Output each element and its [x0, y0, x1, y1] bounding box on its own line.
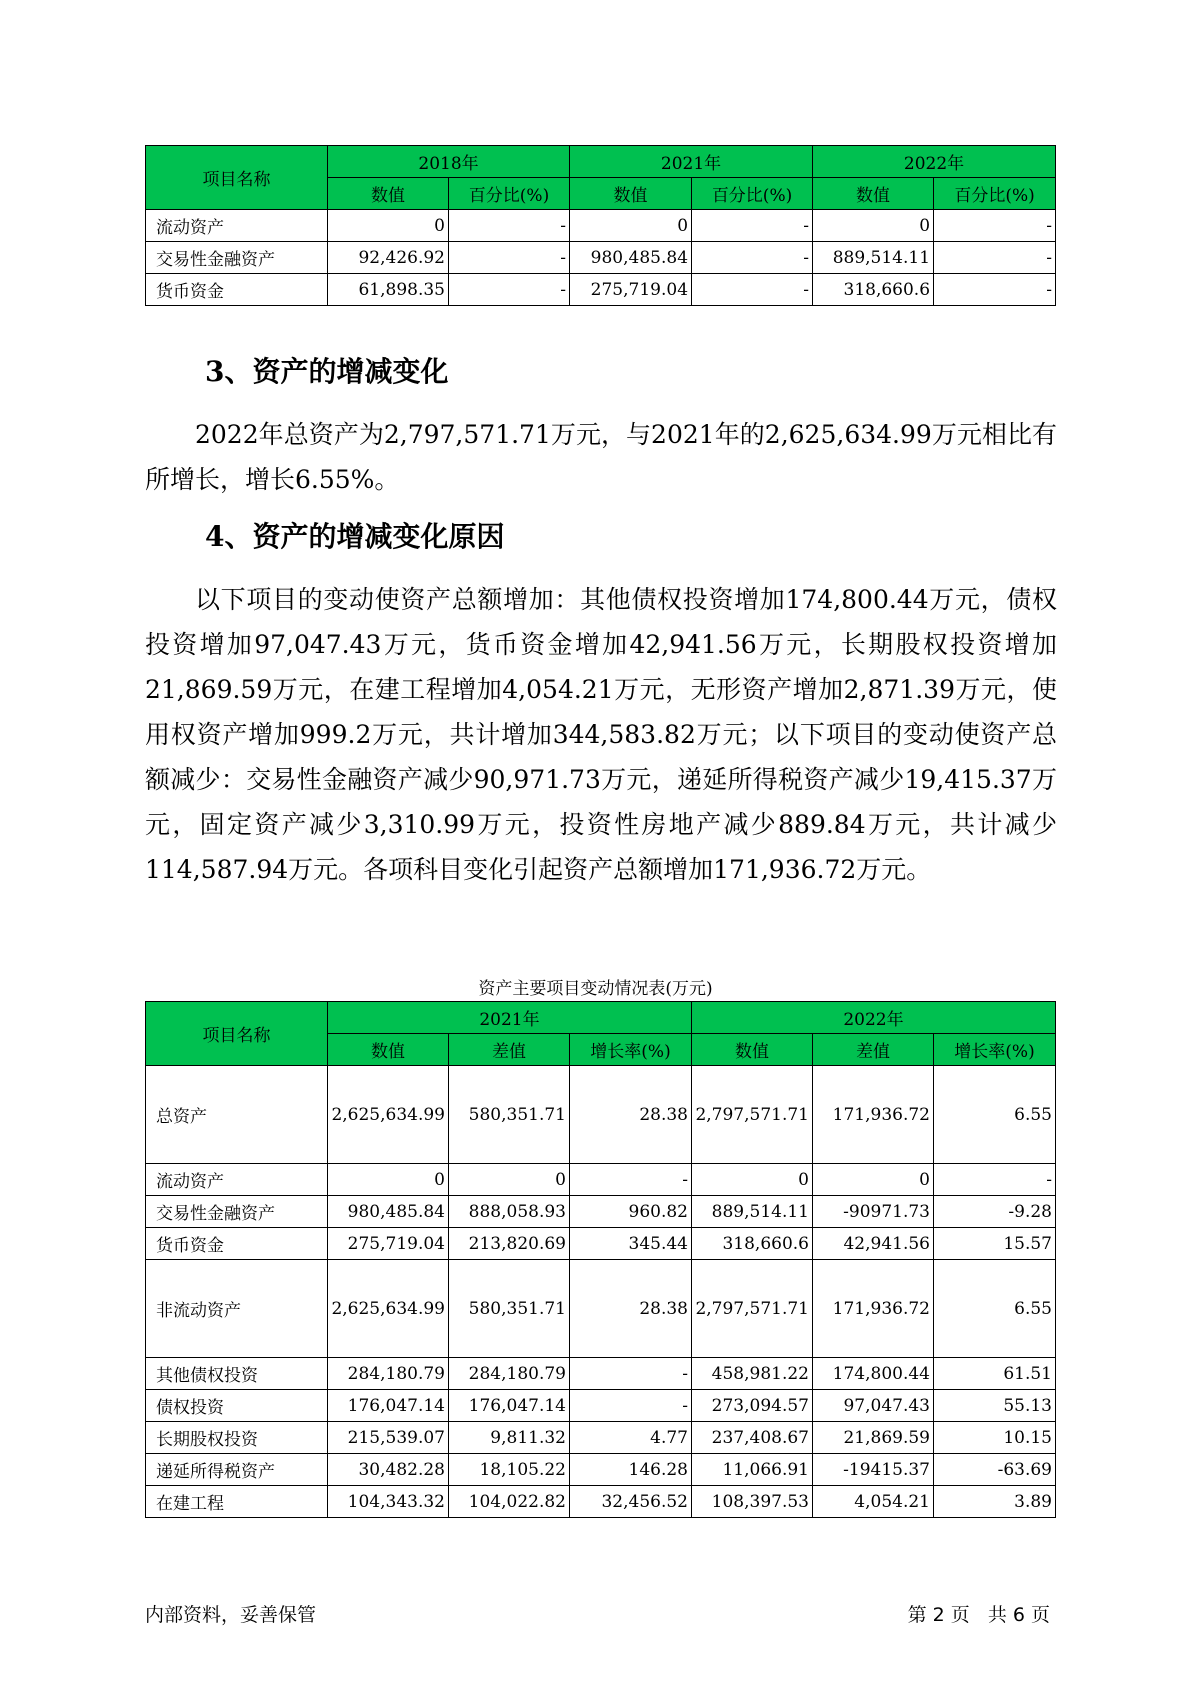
header-value: 数值 [692, 1034, 813, 1066]
section-paragraph: 以下项目的变动使资产总额增加：其他债权投资增加174,800.44万元，债权投资增加97,047.43万元，货币资金增加42,941.56万元，长期股权投资增加21,869.59万元，在建工程增加4,054.21万元，无形资产增加2,871.39万元，使用权资产增加999.2万元，共计增加344,583.82万元；以下项目的变动使资产总额减少：交易性金融资产减少90,971.73万元，递延所得税资产减少19,415.37万元，固定资产减少3,310.99万元，投资性房地产减少889.84万元，共计减少114,587.94万元。各项科目变化引起资产总额增加171,936.72万元。 [145, 585, 1057, 884]
cell: 215,539.07 [328, 1422, 449, 1454]
cell: 0 [328, 210, 449, 242]
cell: 0 [328, 1164, 449, 1196]
table-row [146, 1390, 1056, 1422]
cell: 980,485.84 [570, 242, 692, 274]
cell: - [692, 274, 813, 306]
header-percent: 百分比(%) [934, 178, 1056, 210]
table-row [146, 1358, 1056, 1390]
row-label: 在建工程 [146, 1486, 328, 1518]
cell-value: 28.38 [639, 1298, 688, 1319]
page-indicator [905, 1600, 1053, 1627]
cell [813, 1066, 934, 1164]
asset-composition-table [145, 145, 1056, 306]
cell: 273,094.57 [692, 1390, 813, 1422]
row-label: 其他债权投资 [146, 1358, 328, 1390]
cell: 21,869.59 [813, 1422, 934, 1454]
cell: 176,047.14 [328, 1390, 449, 1422]
cell: 275,719.04 [570, 274, 692, 306]
cell: 275,719.04 [328, 1228, 449, 1260]
section-paragraph: 2022年总资产为2,797,571.71万元，与2021年的2,625,634.99万元相比有所增长，增长6.55%。 [145, 420, 1057, 494]
total-pages: 6 [1012, 1604, 1025, 1626]
cell-value: 580,351.71 [468, 1104, 566, 1125]
cell [328, 1066, 449, 1164]
header-rate: 增长率(%) [934, 1034, 1056, 1066]
cell: 213,820.69 [449, 1228, 570, 1260]
cell: - [934, 1164, 1056, 1196]
cell: 0 [570, 210, 692, 242]
row-label: 长期股权投资 [146, 1422, 328, 1454]
cell [449, 1066, 570, 1164]
cell [934, 1066, 1056, 1164]
cell: -19415.37 [813, 1454, 934, 1486]
cell: 42,941.56 [813, 1228, 934, 1260]
cell: 176,047.14 [449, 1390, 570, 1422]
cell: 980,485.84 [328, 1196, 449, 1228]
cell [570, 1066, 692, 1164]
table-row [146, 1260, 1056, 1358]
table-row [146, 1196, 1056, 1228]
cell: - [692, 242, 813, 274]
table-row [146, 1422, 1056, 1454]
total-prefix: 共 [987, 1604, 1007, 1626]
header-year: 2022年 [813, 146, 1056, 178]
cell: 3.89 [934, 1486, 1056, 1518]
row-label: 货币资金 [146, 274, 328, 306]
header-year: 2022年 [692, 1002, 1056, 1034]
cell: 92,426.92 [328, 242, 449, 274]
row-label: 交易性金融资产 [146, 242, 328, 274]
cell-value: 6.55 [1014, 1298, 1052, 1319]
cell: 4.77 [570, 1422, 692, 1454]
row-label: 递延所得税资产 [146, 1454, 328, 1486]
cell: 10.15 [934, 1422, 1056, 1454]
cell: - [934, 210, 1056, 242]
cell: - [570, 1358, 692, 1390]
table-row [146, 274, 1056, 306]
confidential-note: 内部资料，妥善保管 [145, 1604, 317, 1626]
cell: -63.69 [934, 1454, 1056, 1486]
row-label: 债权投资 [146, 1390, 328, 1422]
cell: 15.57 [934, 1228, 1056, 1260]
cell: 104,343.32 [328, 1486, 449, 1518]
cell: 4,054.21 [813, 1486, 934, 1518]
header-value: 数值 [570, 178, 692, 210]
cell: 345.44 [570, 1228, 692, 1260]
cell-value: 171,936.72 [832, 1104, 930, 1125]
cell: 889,514.11 [813, 242, 934, 274]
cell: 104,022.82 [449, 1486, 570, 1518]
cell: - [934, 242, 1056, 274]
cell [449, 1260, 570, 1358]
cell-value: 2,625,634.99 [331, 1104, 445, 1125]
cell [692, 1066, 813, 1164]
cell: - [570, 1390, 692, 1422]
cell: 318,660.6 [692, 1228, 813, 1260]
table-row [146, 1066, 1056, 1164]
cell: 0 [692, 1164, 813, 1196]
header-item-name: 项目名称 [146, 146, 328, 210]
page-label: 页 [950, 1604, 970, 1626]
cell [692, 1260, 813, 1358]
cell [570, 1260, 692, 1358]
header-diff: 差值 [449, 1034, 570, 1066]
table-row [146, 1164, 1056, 1196]
cell: 284,180.79 [328, 1358, 449, 1390]
row-label: 流动资产 [146, 1164, 328, 1196]
header-item-name: 项目名称 [146, 1002, 328, 1066]
header-diff: 差值 [813, 1034, 934, 1066]
cell-value: 6.55 [1014, 1104, 1052, 1125]
cell: 889,514.11 [692, 1196, 813, 1228]
cell [813, 1260, 934, 1358]
cell: 61,898.35 [328, 274, 449, 306]
header-year: 2018年 [328, 146, 570, 178]
row-label: 流动资产 [146, 210, 328, 242]
cell: 61.51 [934, 1358, 1056, 1390]
cell-value: 28.38 [639, 1104, 688, 1125]
cell: - [692, 210, 813, 242]
cell-value: 2,625,634.99 [331, 1298, 445, 1319]
cell-value: 2,797,571.71 [695, 1298, 809, 1319]
cell: 32,456.52 [570, 1486, 692, 1518]
table-row [146, 1228, 1056, 1260]
page-prefix: 第 [907, 1604, 927, 1626]
header-percent: 百分比(%) [449, 178, 570, 210]
table-caption: 资产主要项目变动情况表(万元) [478, 979, 713, 999]
header-value: 数值 [328, 178, 449, 210]
table-row [146, 1486, 1056, 1518]
cell: - [449, 210, 570, 242]
page-number: 2 [932, 1604, 945, 1626]
cell: 97,047.43 [813, 1390, 934, 1422]
header-year: 2021年 [570, 146, 813, 178]
cell: 888,058.93 [449, 1196, 570, 1228]
row-label: 交易性金融资产 [146, 1196, 328, 1228]
header-year: 2021年 [328, 1002, 692, 1034]
header-value: 数值 [813, 178, 934, 210]
cell: -90971.73 [813, 1196, 934, 1228]
row-label: 非流动资产 [146, 1260, 328, 1358]
cell: - [449, 274, 570, 306]
cell: 146.28 [570, 1454, 692, 1486]
row-label: 总资产 [146, 1066, 328, 1164]
cell: 55.13 [934, 1390, 1056, 1422]
cell: 284,180.79 [449, 1358, 570, 1390]
cell: 0 [813, 1164, 934, 1196]
cell: 174,800.44 [813, 1358, 934, 1390]
header-rate: 增长率(%) [570, 1034, 692, 1066]
table-row [146, 242, 1056, 274]
cell: 458,981.22 [692, 1358, 813, 1390]
cell-value: 580,351.71 [468, 1298, 566, 1319]
cell: 237,408.67 [692, 1422, 813, 1454]
cell-value: 171,936.72 [832, 1298, 930, 1319]
table-row [146, 210, 1056, 242]
table-row [146, 1454, 1056, 1486]
cell: 11,066.91 [692, 1454, 813, 1486]
cell: 108,397.53 [692, 1486, 813, 1518]
row-label: 货币资金 [146, 1228, 328, 1260]
cell: 30,482.28 [328, 1454, 449, 1486]
cell: 18,105.22 [449, 1454, 570, 1486]
cell: 0 [449, 1164, 570, 1196]
cell: - [449, 242, 570, 274]
cell: 9,811.32 [449, 1422, 570, 1454]
cell [328, 1260, 449, 1358]
header-percent: 百分比(%) [692, 178, 813, 210]
section-heading: 3、资产的增减变化 [205, 355, 449, 388]
cell: 318,660.6 [813, 274, 934, 306]
section-heading: 4、资产的增减变化原因 [205, 520, 505, 553]
header-value: 数值 [328, 1034, 449, 1066]
cell-value: 2,797,571.71 [695, 1104, 809, 1125]
cell: - [570, 1164, 692, 1196]
cell [934, 1260, 1056, 1358]
cell: -9.28 [934, 1196, 1056, 1228]
cell: 0 [813, 210, 934, 242]
cell: - [934, 274, 1056, 306]
asset-change-table [145, 1001, 1056, 1518]
total-label: 页 [1030, 1604, 1050, 1626]
cell: 960.82 [570, 1196, 692, 1228]
